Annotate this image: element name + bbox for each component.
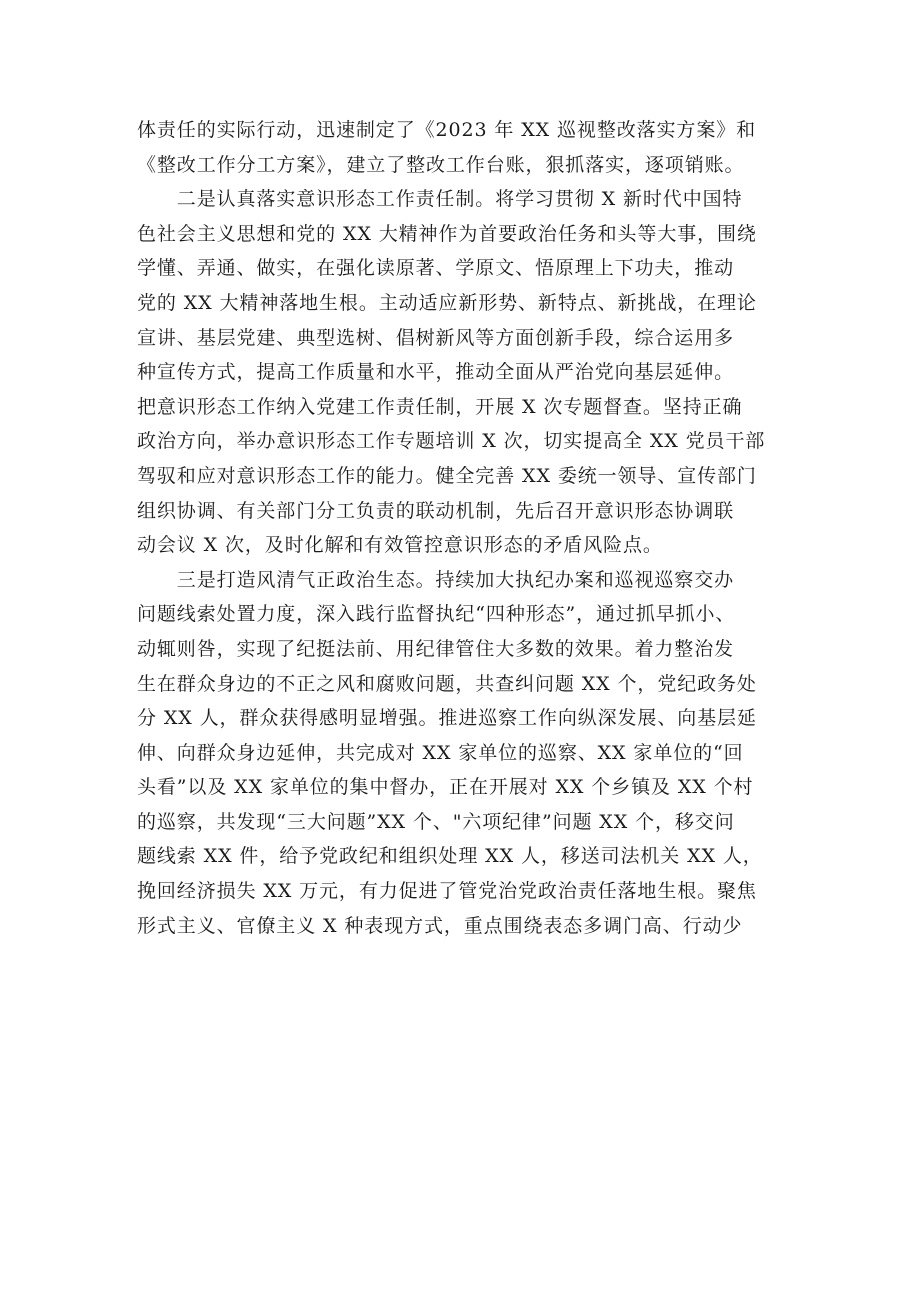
text-line: 动辄则咎，实现了纪挺法前、用纪律管住大多数的效果。着力整治发 [137, 637, 735, 660]
text-line: 组织协调、有关部门分工负责的联动机制，先后召开意识形态协调联 [137, 499, 735, 522]
text-line: 形式主义、官僚主义 X 种表现方式，重点围绕表态多调门高、行动少 [137, 914, 743, 937]
text-line: 把意识形态工作纳入党建工作责任制，开展 X 次专题督查。坚持正确 [137, 395, 743, 418]
text-line: 宣讲、基层党建、典型选树、倡树新风等方面创新手段，综合运用多 [137, 326, 735, 349]
text-line: 驾驭和应对意识形态工作的能力。健全完善 XX 委统一领导、宣传部门 [137, 464, 757, 487]
text-line: 党的 XX 大精神落地生根。主动适应新形势、新特点、新挑战，在理论 [137, 291, 757, 314]
document-body [137, 113, 797, 943]
text-line: 种宣传方式，提高工作质量和水平，推动全面从严治党向基层延伸。 [137, 361, 735, 384]
paragraph-3-start: 三是打造风清气正政治生态。持续加大执纪办案和巡视巡察交办 [137, 568, 735, 591]
text-line: 色社会主义思想和党的 XX 大精神作为首要政治任务和头等大事，围绕 [137, 222, 757, 245]
text-line: 问题线索处置力度，深入践行监督执纪“四种形态”，通过抓早抓小、 [137, 603, 736, 626]
paragraph-2-start: 二是认真落实意识形态工作责任制。将学习贯彻 X 新时代中国特 [137, 188, 743, 211]
text-line: 头看”以及 XX 家单位的集中督办，正在开展对 XX 个乡镇及 XX 个村 [137, 776, 754, 799]
text-line: 分 XX 人，群众获得感明显增强。推进巡察工作向纵深发展、向基层延 [137, 707, 757, 730]
text-line: 学懂、弄通、做实，在强化读原著、学原文、悟原理上下功夫，推动 [137, 257, 735, 280]
text-line: 的巡察，共发现“三大问题”XX 个、"六项纪律”问题 XX 个，移交问 [137, 810, 735, 833]
text-line: 题线索 XX 件，给予党政纪和组织处理 XX 人，移送司法机关 XX 人， [137, 845, 763, 868]
text-line: 挽回经济损失 XX 万元，有力促进了管党治党政治责任落地生根。聚焦 [137, 880, 757, 903]
text-line: 伸、向群众身边延伸，共完成对 XX 家单位的巡察、XX 家单位的“回 [137, 741, 744, 764]
text-line: 体责任的实际行动，迅速制定了《2023 年 XX 巡视整改落实方案》和 [137, 119, 757, 141]
text-line: 《整改工作分工方案》，建立了整改工作台账，狠抓落实，逐项销账。 [137, 153, 745, 176]
text-line: 生在群众身边的不正之风和腐败问题，共查纠问题 XX 个，党纪政务处 [137, 672, 757, 695]
text-line: 动会议 X 次，及时化解和有效管控意识形态的矛盾风险点。 [137, 534, 663, 557]
text-line: 政治方向，举办意识形态工作专题培训 X 次，切实提高全 XX 党员干部 [137, 430, 766, 453]
